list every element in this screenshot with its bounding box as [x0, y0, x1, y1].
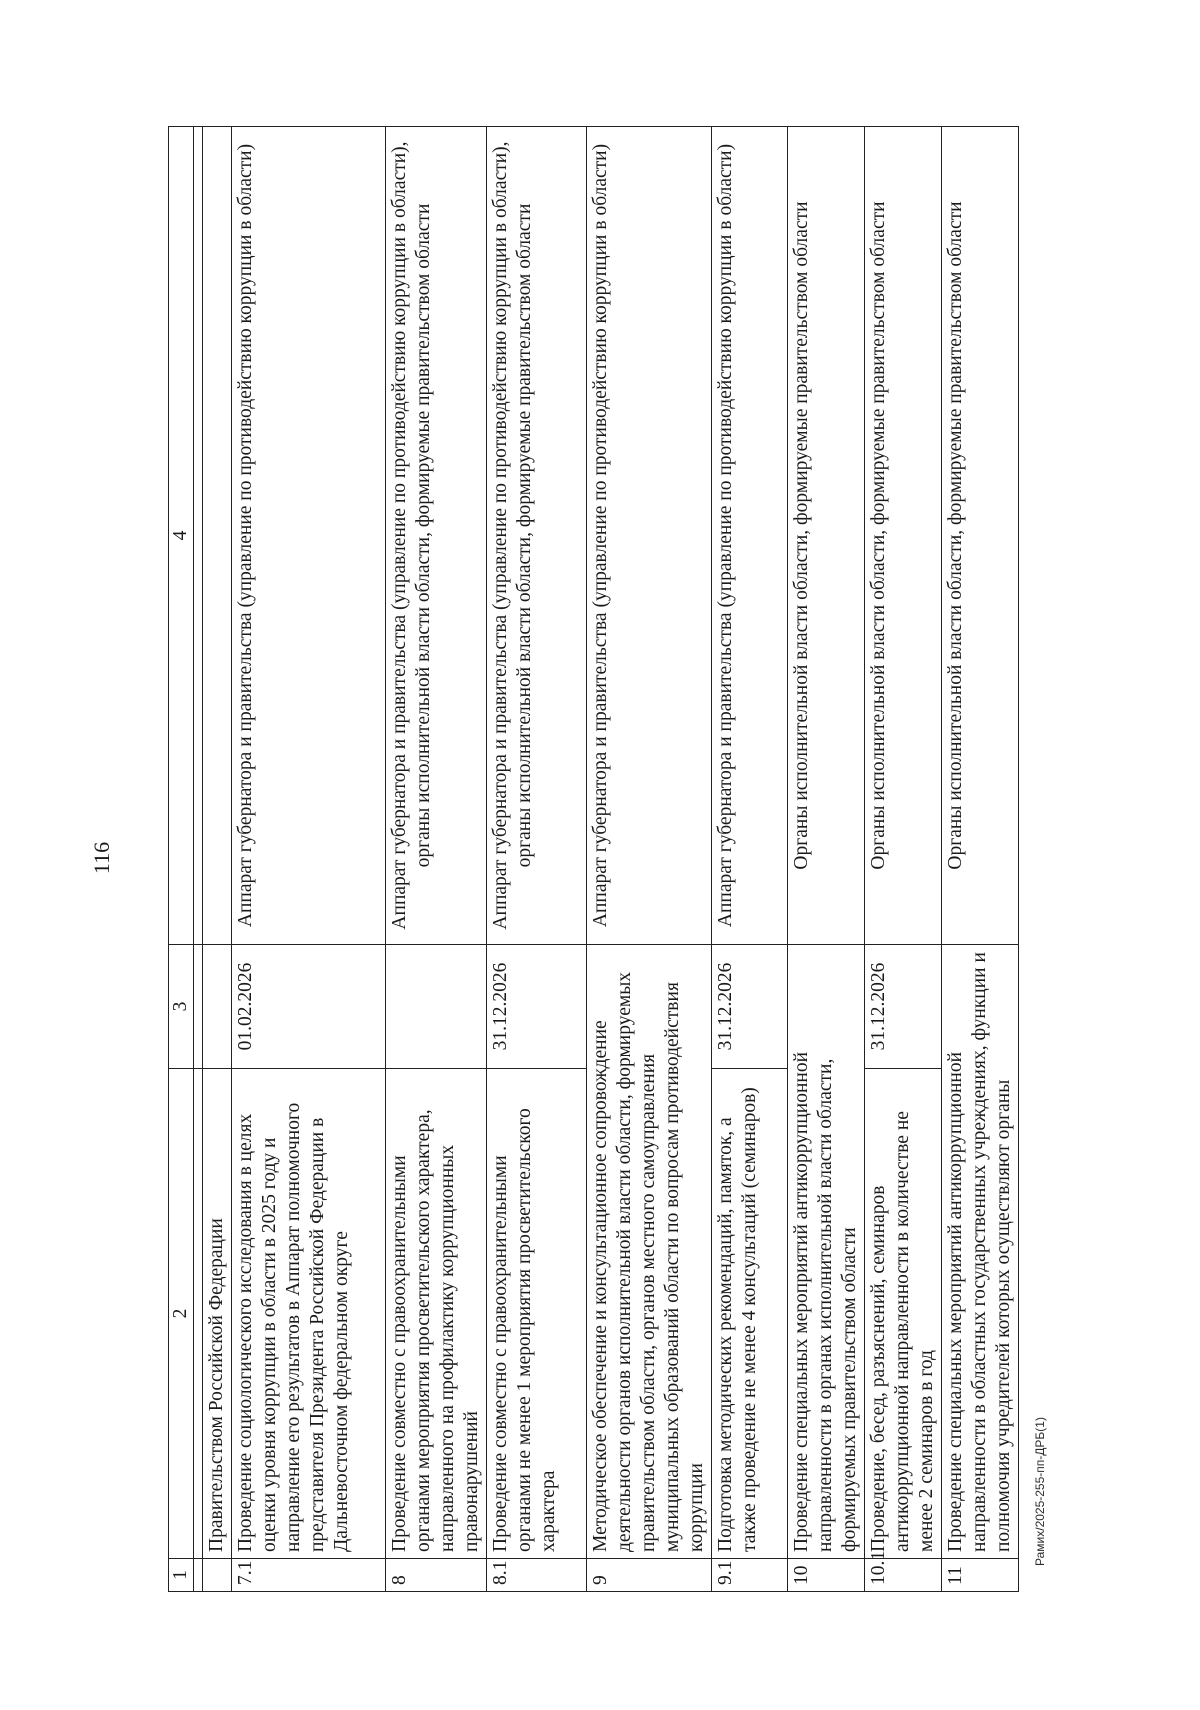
responsible: Аппарат губернатора и правительства (управление по противодействию коррупции в области)	[232, 127, 386, 945]
measure-text: Проведение специальных мероприятий антикоррупционной направленности в органах исполнительной власти области, формируемых правительством области	[788, 945, 865, 1559]
row-number: 10.1	[865, 1559, 942, 1592]
row-number: 9	[587, 1559, 712, 1592]
responsible: Аппарат губернатора и правительства (управление по противодействию коррупции в области), органы исполнительной власти области, формируемые правительством области	[487, 127, 587, 945]
measure-text: Проведение совместно с правоохранительными органами не менее 1 мероприятия просветительского характера	[487, 1069, 587, 1559]
spacer-row	[194, 127, 203, 1592]
measure-text: Проведение социологического исследования в целях оценки уровня коррупции в области в 2025 году и направление его результатов в Аппарат полномочного представителя Президента Российской Федерации в Дальневосточном федеральном округе	[232, 1069, 386, 1559]
deadline: 31.12.2026	[712, 945, 788, 1069]
table-row	[942, 127, 1019, 1592]
page-number: 116	[89, 841, 114, 875]
deadline: 01.02.2026	[232, 945, 386, 1069]
document-code: Рамих/2025-255-пп-ДРБ(1)	[1033, 1417, 1047, 1566]
responsible: Аппарат губернатора и правительства (управление по противодействию коррупции в области)	[712, 127, 788, 945]
responsible: Органы исполнительной власти области, формируемые правительством области	[865, 127, 942, 945]
row-number: 8	[386, 1559, 487, 1592]
deadline	[386, 945, 487, 1069]
table-row	[232, 127, 386, 1592]
row-number: 10	[788, 1559, 865, 1592]
section-continuation-row	[203, 127, 232, 1592]
responsible: Органы исполнительной власти области, формируемые правительством области	[942, 127, 1019, 945]
rotated-table-container	[168, 127, 1088, 1592]
table-header-row	[169, 127, 194, 1592]
responsible: Аппарат губернатора и правительства (управление по противодействию коррупции в области), органы исполнительной власти области, формируемые правительством области	[386, 127, 487, 945]
measures-table	[168, 126, 1019, 1592]
column-header-3: 3	[169, 945, 194, 1069]
section-title: Правительством Российской Федерации	[203, 1069, 232, 1559]
row-number: 8.1	[487, 1559, 587, 1592]
measure-text: Подготовка методических рекомендаций, памяток, а также проведение не менее 4 консультаций (семинаров)	[712, 1069, 788, 1559]
measure-text: Проведение, бесед, разъяснений, семинаров антикоррупционной направленности в количестве не менее 2 семинаров в год	[865, 1069, 942, 1559]
column-header-2: 2	[169, 1069, 194, 1559]
table-row	[788, 127, 865, 1592]
responsible: Аппарат губернатора и правительства (управление по противодействию коррупции в области)	[587, 127, 712, 945]
measure-text: Проведение специальных мероприятий антикоррупционной направленности в областных государственных учреждениях, функции и полномочия учредителей которых осуществляют органы	[942, 945, 1019, 1559]
row-number: 11	[942, 1559, 1019, 1592]
row-number: 9.1	[712, 1559, 788, 1592]
table-row	[865, 127, 942, 1592]
responsible: Органы исполнительной власти области, формируемые правительством области	[788, 127, 865, 945]
deadline: 31.12.2026	[865, 945, 942, 1069]
table-row	[487, 127, 587, 1592]
column-header-4: 4	[169, 127, 194, 945]
table-row	[587, 127, 712, 1592]
measure-text: Методическое обеспечение и консультационное сопровождение деятельности органов исполнительной власти области, формируемых правительством области, органов местного самоуправления муниципальных образований области по вопросам противодействия коррупции	[587, 945, 712, 1559]
row-number: 7.1	[232, 1559, 386, 1592]
table-row	[712, 127, 788, 1592]
deadline: 31.12.2026	[487, 945, 587, 1069]
column-header-1: 1	[169, 1559, 194, 1592]
table-row	[386, 127, 487, 1592]
measure-text: Проведение совместно с правоохранительными органами мероприятия просветительского характера, направленного на профилактику коррупционных правонарушений	[386, 1069, 487, 1559]
